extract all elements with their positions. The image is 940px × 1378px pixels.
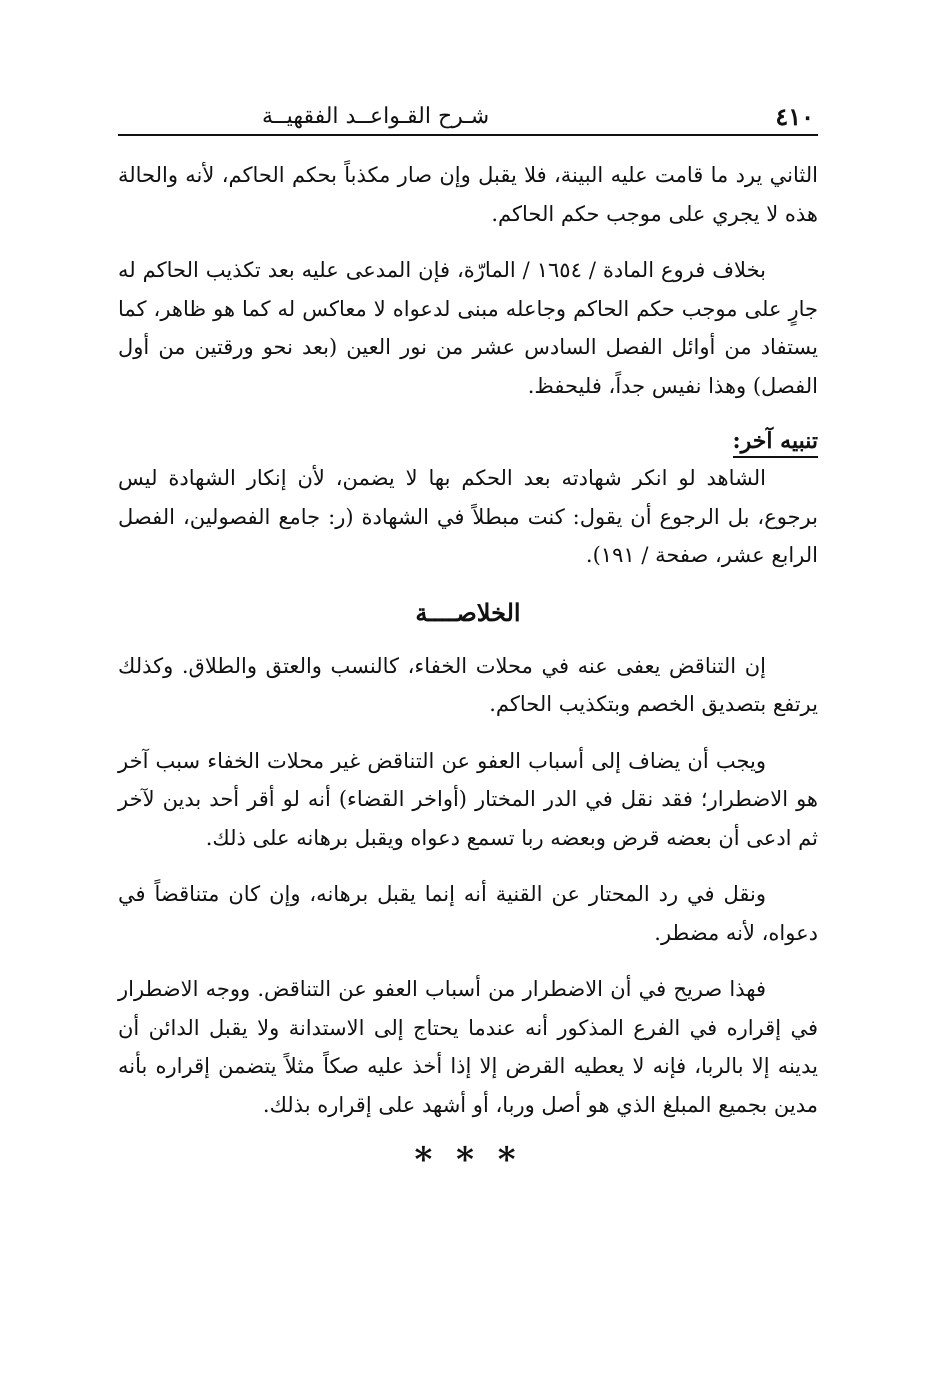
page-number: ٤١٠ (775, 102, 814, 131)
running-title: شـرح القـواعــد الفقهيــة (262, 104, 490, 129)
summary-paragraph-2: ويجب أن يضاف إلى أسباب العفو عن التناقض غير محلات الخفاء سبب آخر هو الاضطرار؛ فقد نقل في الدر المختار (أواخر القضاء) أنه لو أقر أحد بدين لآخر ثم ادعى أن بعضه قرض وبعضه ربا تسمع دعواه ويقبل برهانه على ذلك. (118, 748, 818, 850)
summary-paragraph-4: فهذا صريح في أن الاضطرار من أسباب العفو عن التناقض. ووجه الاضطرار في إقراره في الفرع المذكور أنه عندما يحتاج إلى الاستدانة ولا يقبل الدائن أن يدينه إلا بالربا، فإنه لا يعطيه القرض إلا إذا أخذ عليه صكاً مثلاً يتضمن إقراره بأنه مدين بجميع المبلغ الذي هو أصل وربا، أو أشهد على إقراره بذلك. (118, 977, 818, 1117)
summary-paragraph-3: ونقل في رد المحتار عن القنية أنه إنما يقبل برهانه، وإن كان متناقضاً في دعواه، لأنه مضطر. (118, 882, 818, 945)
end-asterisks: * * * (414, 1140, 522, 1180)
paragraph-exception: بخلاف فروع المادة / ١٦٥٤ / المارّة، فإن المدعى عليه بعد تكذيب الحاكم له جارٍ على موجب حكم الحاكم وجاعله مبنى لدعواه لا معاكس له كما هو ظاهر، كما يستفاد من أوائل الفصل السادس عشر من نور العين (بعد نحو ورقتين من أول الفصل) وهذا نفيس جداً، فليحفظ. (118, 258, 818, 398)
note-heading-text: تنبيه آخر: (733, 428, 818, 458)
summary-paragraph-1: إن التناقض يعفى عنه في محلات الخفاء، كالنسب والعتق والطلاق. وكذلك يرتفع بتصديق الخصم وبتكذيب الحاكم. (118, 653, 818, 716)
paragraph-continuation: الثاني يرد ما قامت عليه البينة، فلا يقبل وإن صار مكذباً بحكم الحاكم، لأنه والحالة هذه لا يجري على موجب حكم الحاكم. (118, 163, 818, 226)
note-heading (118, 423, 818, 459)
summary-heading: الخلاصــــة (415, 597, 521, 627)
note-paragraph: الشاهد لو انكر شهادته بعد الحكم بها لا يضمن، لأن إنكار الشهادة ليس برجوع، بل الرجوع أن يقول: كنت مبطلاً في الشهادة (ر: جامع الفصولين، الفصل الرابع عشر، صفحة / ١٩١). (118, 466, 818, 567)
header-rule (118, 134, 818, 136)
page-header (118, 88, 818, 132)
book-page (118, 88, 818, 1178)
